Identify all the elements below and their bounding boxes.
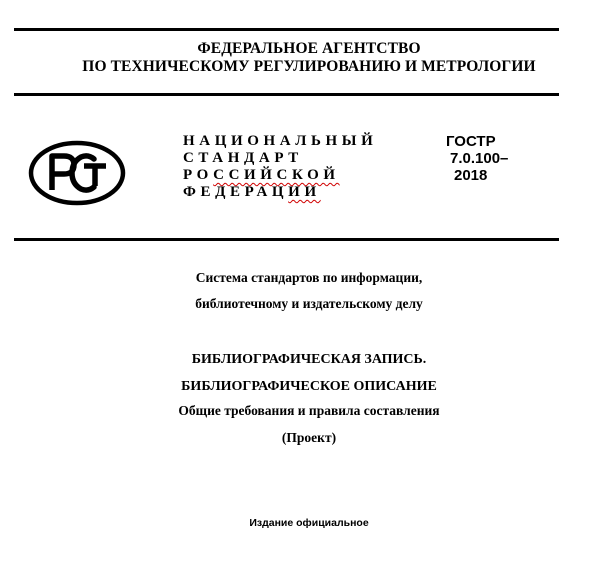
header-rule (14, 93, 559, 96)
agency-heading (14, 40, 600, 76)
agency-line-2: ПО ТЕХНИЧЕСКОМУ РЕГУЛИРОВАНИЮ И МЕТРОЛОГИИ (82, 58, 536, 75)
top-rule (14, 28, 559, 31)
draft-status: (Проект) (281, 430, 337, 445)
gost-year: 2018 (454, 167, 488, 184)
rst-logo (28, 140, 126, 206)
standard-rule (14, 238, 559, 241)
standard-line-4: ФЕДЕРАЦИИ (183, 184, 321, 200)
gost-number: 7.0.100– (450, 150, 509, 167)
title-block (14, 265, 600, 448)
standard-title (183, 133, 377, 201)
standard-line-3: РОССИЙСКОЙ (183, 167, 340, 183)
agency-line-1: ФЕДЕРАЛЬНОЕ АГЕНТСТВО (197, 40, 421, 57)
subtitle: Общие требования и правила составления (178, 403, 440, 418)
standard-line-1: НАЦИОНАЛЬНЫЙ (183, 133, 378, 149)
logo-text: РСТ (28, 140, 30, 141)
main-title-line-1: БИБЛИОГРАФИЧЕСКАЯ ЗАПИСЬ. (191, 352, 427, 367)
main-title-line-2: БИБЛИОГРАФИЧЕСКОЕ ОПИСАНИЕ (181, 379, 437, 394)
standard-line-2: СТАНДАРТ (183, 150, 303, 166)
gost-designation (440, 133, 508, 184)
edition-note: Издание официальное (249, 517, 369, 529)
system-line-2: библиотечному и издательскому делу (195, 296, 423, 311)
system-line-1: Система стандартов по информации, (195, 270, 423, 285)
gost-code: ГОСТР (446, 133, 496, 150)
